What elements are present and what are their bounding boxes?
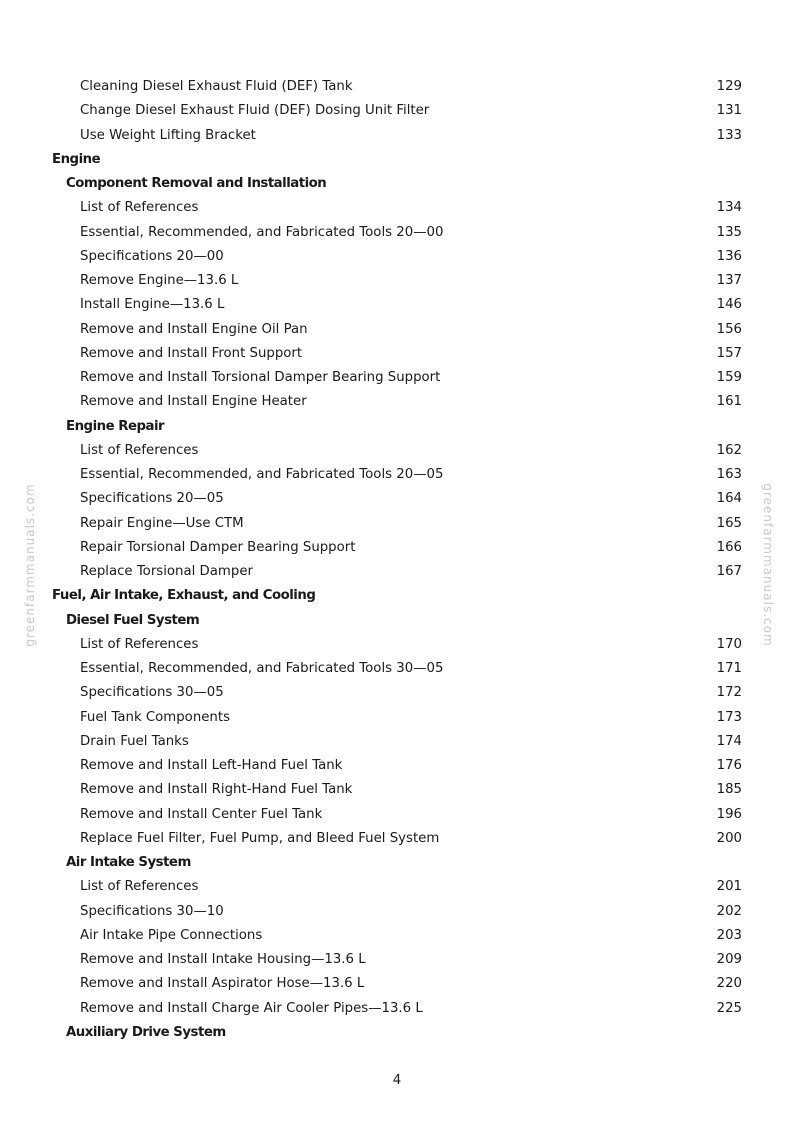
toc-entry-page-number: 201 <box>716 879 742 895</box>
toc-entry-page-number: 174 <box>716 733 742 749</box>
toc-entry-title: Air Intake System <box>66 855 191 870</box>
toc-entry[interactable] <box>0 124 794 148</box>
toc-entry[interactable] <box>0 924 794 948</box>
toc-entry-title: Essential, Recommended, and Fabricated Tools 20—05 <box>80 467 444 482</box>
toc-entry[interactable] <box>0 875 794 899</box>
toc-entry[interactable] <box>0 342 794 366</box>
toc-entry-page-number: 135 <box>716 224 742 240</box>
toc-entry-page-number: 134 <box>716 200 742 216</box>
toc-entry[interactable] <box>0 245 794 269</box>
toc-entry[interactable] <box>0 269 794 293</box>
toc-entry[interactable] <box>0 318 794 342</box>
toc-entry-title: Specifications 20—00 <box>80 248 224 264</box>
toc-entry-page-number: 166 <box>716 539 742 555</box>
toc-entry-title: List of References <box>80 879 199 895</box>
toc-entry-title: Remove and Install Left-Hand Fuel Tank <box>80 758 343 773</box>
toc-entry-page-number: 173 <box>716 709 742 725</box>
toc-entry-title: Fuel, Air Intake, Exhaust, and Cooling <box>52 588 316 604</box>
toc-entry-page-number: 161 <box>716 394 742 410</box>
toc-entry-title: Cleaning Diesel Exhaust Fluid (DEF) Tank <box>80 79 353 94</box>
toc-entry[interactable] <box>0 900 794 924</box>
toc-subsection-heading <box>0 851 794 875</box>
toc-entry-title: Remove and Install Center Fuel Tank <box>80 806 323 822</box>
toc-entry[interactable] <box>0 536 794 560</box>
toc-entry[interactable] <box>0 512 794 536</box>
toc-entry-title: Essential, Recommended, and Fabricated Tools 20—00 <box>80 224 444 240</box>
toc-entry-page-number: 159 <box>716 370 742 385</box>
toc-entry[interactable] <box>0 293 794 317</box>
toc-entry-title: Specifications 30—10 <box>80 903 224 919</box>
toc-entry[interactable] <box>0 390 794 414</box>
toc-entry-page-number: 172 <box>716 685 742 701</box>
toc-entry-title: Engine Repair <box>66 418 165 434</box>
toc-entry-page-number: 196 <box>716 806 742 822</box>
toc-entry-page-number: 176 <box>716 758 742 773</box>
toc-entry-title: Remove and Install Engine Heater <box>80 394 307 410</box>
toc-entry-page-number: 146 <box>716 297 742 313</box>
toc-entry-page-number: 163 <box>716 467 742 482</box>
toc-subsection-heading <box>0 609 794 633</box>
toc-entry-title: Drain Fuel Tanks <box>80 733 189 749</box>
toc-entry[interactable] <box>0 463 794 487</box>
toc-entry-page-number: 133 <box>716 127 742 143</box>
toc-entry[interactable] <box>0 803 794 827</box>
toc-entry[interactable] <box>0 439 794 463</box>
toc-entry[interactable] <box>0 827 794 851</box>
toc-entry[interactable] <box>0 657 794 681</box>
toc-entry-page-number: 157 <box>716 345 742 361</box>
toc-entry-title: Change Diesel Exhaust Fluid (DEF) Dosing Unit Filter <box>80 103 430 119</box>
toc-entry-title: List of References <box>80 442 199 458</box>
toc-entry[interactable] <box>0 99 794 123</box>
toc-entry-page-number: 220 <box>716 976 742 992</box>
table-of-contents <box>0 75 794 1045</box>
toc-entry-title: Repair Engine—Use CTM <box>80 515 244 531</box>
toc-entry[interactable] <box>0 366 794 390</box>
toc-entry-page-number: 137 <box>716 273 742 288</box>
toc-entry-page-number: 164 <box>716 491 742 507</box>
toc-entry[interactable] <box>0 972 794 996</box>
toc-entry-page-number: 171 <box>716 661 742 676</box>
toc-entry-title: Engine <box>52 151 101 167</box>
toc-entry[interactable] <box>0 560 794 584</box>
toc-entry[interactable] <box>0 706 794 730</box>
toc-entry-title: Replace Fuel Filter, Fuel Pump, and Bleed Fuel System <box>80 830 440 846</box>
toc-entry-title: Specifications 30—05 <box>80 685 224 701</box>
toc-entry-title: Specifications 20—05 <box>80 491 224 507</box>
toc-entry-title: Repair Torsional Damper Bearing Support <box>80 539 356 555</box>
toc-subsection-heading <box>0 172 794 196</box>
toc-entry-page-number: 129 <box>716 79 742 94</box>
toc-entry[interactable] <box>0 487 794 511</box>
toc-entry-title: Remove and Install Right-Hand Fuel Tank <box>80 782 353 798</box>
toc-entry-title: Essential, Recommended, and Fabricated Tools 30—05 <box>80 661 444 676</box>
toc-entry-title: Remove and Install Front Support <box>80 345 303 361</box>
toc-entry-page-number: 136 <box>716 248 742 264</box>
toc-entry[interactable] <box>0 221 794 245</box>
toc-entry-page-number: 131 <box>716 103 742 119</box>
toc-entry-title: Remove and Install Torsional Damper Bearing Support <box>80 370 441 385</box>
toc-entry-title: List of References <box>80 636 199 652</box>
toc-entry-page-number: 156 <box>716 321 742 337</box>
toc-entry[interactable] <box>0 730 794 754</box>
toc-entry-title: List of References <box>80 200 199 216</box>
toc-entry-page-number: 202 <box>716 903 742 919</box>
toc-entry-title: Component Removal and Installation <box>66 176 327 191</box>
toc-entry-title: Remove and Install Engine Oil Pan <box>80 321 308 337</box>
toc-entry-page-number: 200 <box>716 830 742 846</box>
toc-subsection-heading <box>0 1021 794 1045</box>
toc-entry-page-number: 167 <box>716 564 742 579</box>
toc-entry-page-number: 165 <box>716 515 742 531</box>
toc-entry-page-number: 203 <box>716 927 742 943</box>
toc-entry-title: Install Engine—13.6 L <box>80 297 225 313</box>
page-number: 4 <box>392 1073 402 1088</box>
toc-entry-title: Remove and Install Aspirator Hose—13.6 L <box>80 976 365 992</box>
toc-entry-title: Diesel Fuel System <box>66 612 200 628</box>
toc-entry-title: Remove and Install Charge Air Cooler Pipes—13.6 L <box>80 1000 423 1016</box>
toc-entry-page-number: 225 <box>716 1000 742 1016</box>
toc-entry-page-number: 170 <box>716 636 742 652</box>
toc-entry-title: Fuel Tank Components <box>80 709 230 725</box>
toc-entry-title: Remove and Install Intake Housing—13.6 L <box>80 952 366 967</box>
toc-entry[interactable] <box>0 196 794 220</box>
watermark-text: greenfarmmanuals.com <box>761 483 775 647</box>
watermark-text: greenfarmmanuals.com <box>23 483 37 647</box>
toc-entry-page-number: 185 <box>716 782 742 798</box>
toc-entry[interactable] <box>0 948 794 972</box>
toc-entry-title: Use Weight Lifting Bracket <box>80 127 256 143</box>
toc-entry[interactable] <box>0 997 794 1021</box>
toc-entry[interactable] <box>0 75 794 99</box>
toc-entry[interactable] <box>0 754 794 778</box>
toc-entry-title: Remove Engine—13.6 L <box>80 273 239 288</box>
toc-entry[interactable] <box>0 778 794 802</box>
toc-entry-title: Auxiliary Drive System <box>66 1024 226 1040</box>
toc-section-heading <box>0 584 794 608</box>
toc-entry[interactable] <box>0 633 794 657</box>
toc-section-heading <box>0 148 794 172</box>
toc-entry-page-number: 209 <box>716 952 742 967</box>
toc-entry-title: Air Intake Pipe Connections <box>80 927 263 943</box>
toc-entry[interactable] <box>0 681 794 705</box>
toc-subsection-heading <box>0 415 794 439</box>
toc-entry-title: Replace Torsional Damper <box>80 564 253 579</box>
toc-entry-page-number: 162 <box>716 442 742 458</box>
